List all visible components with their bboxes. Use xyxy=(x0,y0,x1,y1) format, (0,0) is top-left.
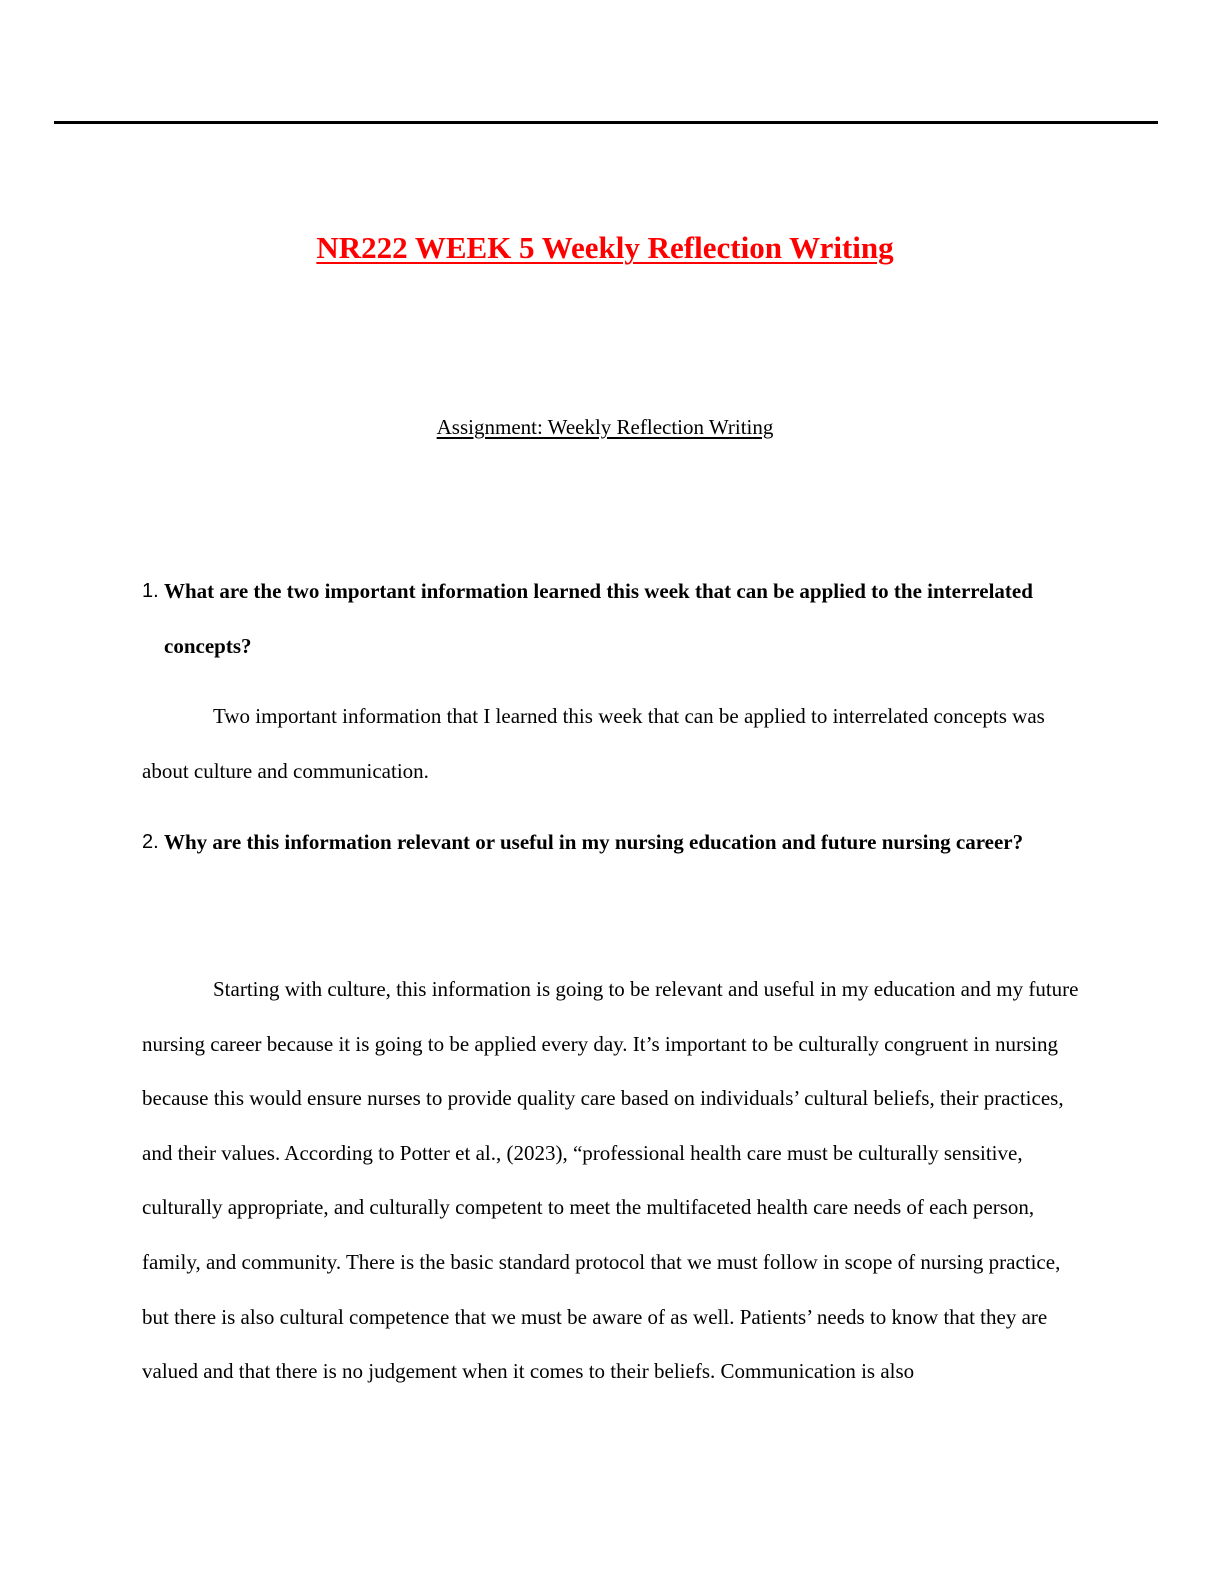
question-2-text: Why are this information relevant or useful in my nursing education and future nursing career? xyxy=(164,830,1024,854)
header-rule xyxy=(54,121,1158,124)
assignment-subtitle: Assignment: Weekly Reflection Writing xyxy=(436,415,774,439)
question-2-number: 2. xyxy=(142,831,159,853)
question-1-number: 1. xyxy=(142,580,159,602)
question-2 xyxy=(142,815,1102,870)
answer-1-paragraph: Two important information that I learned this week that can be applied to interrelated concepts was about culture and communication. xyxy=(142,704,1045,783)
answer-2-paragraph: Starting with culture, this information is going to be relevant and useful in my education and my future nursing career because it is going to be applied every day. It’s important to be culturally congruent in nursing because this would ensure nurses to provide quality care based on individuals’ cultural beliefs, their practices, and their values. According to Potter et al., (2023), “professional health care must be culturally sensitive, culturally appropriate, and culturally competent to meet the multifaceted health care needs of each person, family, and community. There is the basic standard protocol that we must follow in scope of nursing practice, but there is also cultural competence that we must be aware of as well. Patients’ needs to know that they are valued and that there is no judgement when it comes to their beliefs. Communication is also xyxy=(142,977,1079,1384)
question-1-text: What are the two important information learned this week that can be applied to the interrelated concepts? xyxy=(164,579,1033,658)
document-title: NR222 WEEK 5 Weekly Reflection Writing xyxy=(316,230,894,265)
question-1 xyxy=(142,564,1102,673)
